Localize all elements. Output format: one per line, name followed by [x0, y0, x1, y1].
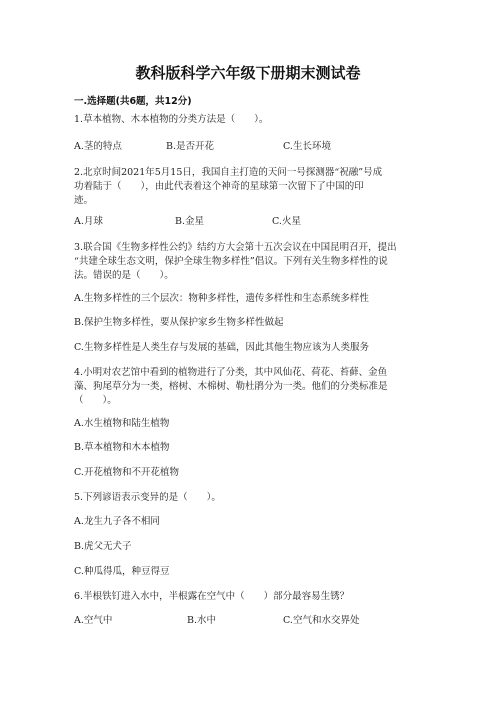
question-5-option-c: C.种瓜得瓜，种豆得豆 [74, 566, 170, 577]
question-5-option-b: B.虎父无犬子 [74, 541, 132, 552]
question-4-option-a: A.水生植物和陆生植物 [74, 418, 170, 429]
question-1-option-c: C.生长环境 [283, 141, 331, 152]
question-2-option-c: C.火星 [272, 216, 301, 227]
section-heading: 一.选择题(共6题，共12分) [74, 96, 192, 107]
question-3-option-a: A.生物多样性的三个层次：物种多样性，遗传多样性和生态系统多样性 [74, 293, 369, 304]
question-5-option-a: A.龙生九子各不相同 [74, 516, 160, 527]
question-1-stem: 1.草本植物、木本植物的分类方法是（ ）。 [74, 114, 269, 125]
question-4-stem-line-1: 4.小明对农艺馆中看到的植物进行了分类，其中风仙花、荷花、苔藓、金鱼 [74, 367, 388, 378]
question-1-option-a: A.茎的特点 [74, 141, 122, 152]
question-4-option-c: C.开花植物和不开花植物 [74, 467, 179, 478]
question-2-option-b: B.金星 [175, 216, 205, 227]
question-3-option-b: B.保护生物多样性，要从保护家乡生物多样性做起 [74, 317, 284, 328]
question-2-stem-line-3: 迹。 [74, 195, 94, 206]
question-3-stem-line-1: 3.联合国《生物多样性公约》结约方大会第十五次会议在中国昆明召开，提出 [74, 242, 397, 253]
question-3-option-c: C.生物多样性是人类生存与发展的基础，因此其他生物应该为人类服务 [74, 342, 369, 353]
question-6-option-c: C.空气和水交界处 [283, 615, 360, 626]
question-6-option-a: A.空气中 [74, 615, 113, 626]
question-4-stem-line-2: 藻、狗尾草分为一类，榕树、木棉树、勒杜鹃分为一类。他们的分类标准是 [74, 381, 388, 392]
page-title: 教科版科学六年级下册期末测试卷 [135, 64, 361, 82]
question-2-stem-line-1: 2.北京时间2021年5月15日，我国自主打造的天问一号探测器“祝融”号成 [74, 167, 383, 178]
question-2-stem-line-2: 功着陆于（ ），由此代表着这个神奇的星球第一次留下了中国的印 [74, 181, 364, 192]
question-6-stem: 6.半根铁钉进入水中，半根露在空气中（ ）部分最容易生锈？ [74, 591, 350, 602]
question-6-option-b: B.水中 [187, 615, 217, 626]
question-3-stem-line-3: 法。错误的是（ ）。 [74, 270, 174, 281]
question-4-stem-line-3: （ ）。 [74, 395, 117, 406]
question-2-option-a: A.月球 [74, 216, 103, 227]
question-3-stem-line-2: “共建全球生态文明，保护全球生物多样性”倡议。下列有关生物多样性的说 [74, 256, 388, 267]
question-4-option-b: B.草本植物和木本植物 [74, 442, 170, 453]
question-1-option-b: B.是否开花 [166, 141, 215, 152]
question-5-stem: 5.下列谚语表示变异的是（ ）。 [74, 492, 221, 503]
